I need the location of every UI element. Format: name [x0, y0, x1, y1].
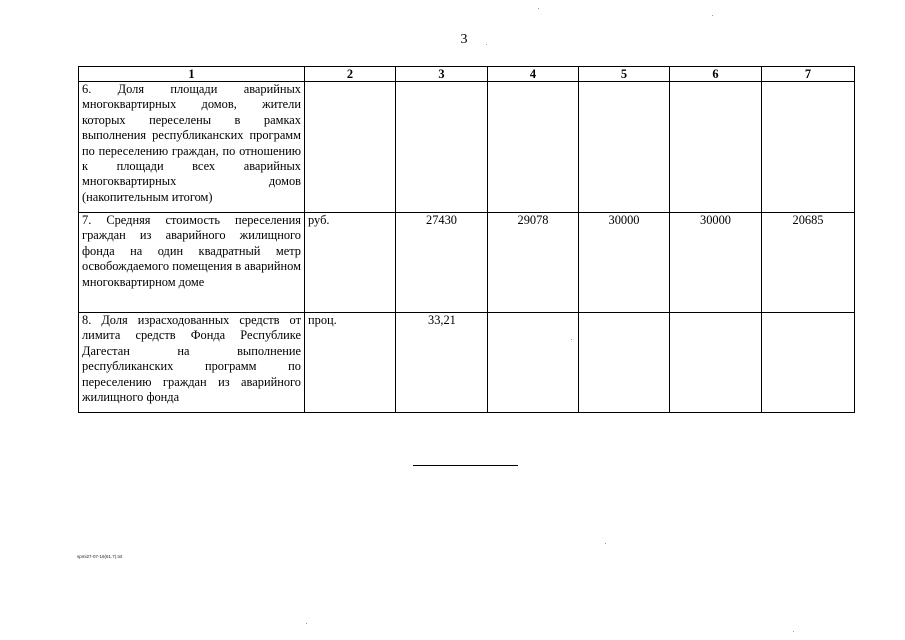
indicators-table	[78, 66, 855, 413]
table-row	[79, 313, 855, 413]
unit-cell: руб.	[305, 213, 396, 313]
value-cell	[579, 82, 670, 213]
value-cell	[396, 82, 488, 213]
value-cell	[762, 313, 855, 413]
page-number: 3	[460, 32, 468, 47]
value-cell	[579, 313, 670, 413]
value-cell	[488, 313, 579, 413]
indicator-cell: 6. Доля площади аварийных многоквартирных домов, жители которых переселены в рамках выполнения республиканских программ по переселению граждан, по отношению к площади всех аварийных многоквартирных домов (накопительным итогом)	[79, 82, 305, 213]
scan-speck	[538, 8, 539, 9]
column-header: 7	[762, 67, 855, 82]
column-header: 2	[305, 67, 396, 82]
column-header: 6	[670, 67, 762, 82]
column-header: 3	[396, 67, 488, 82]
column-header: 1	[79, 67, 305, 82]
indicator-cell: 8. Доля израсходованных средств от лимита средств Фонда Республике Дагестан на выполнение республиканских программ по переселению граждан из аварийного жилищного фонда	[79, 313, 305, 413]
scan-speck	[605, 543, 606, 544]
footer-rule	[413, 465, 518, 466]
indicator-cell: 7. Средняя стоимость переселения граждан из аварийного жилищного фонда на один квадратный метр освобождаемого помещения в аварийном многоквартирном доме	[79, 213, 305, 313]
document-code: spmi27-07-16(61.7).txt	[77, 554, 123, 559]
scan-speck	[712, 15, 713, 16]
table-row	[79, 213, 855, 313]
value-cell: 33,21	[396, 313, 488, 413]
value-cell: 29078	[488, 213, 579, 313]
unit-cell: проц.	[305, 313, 396, 413]
value-cell: 20685	[762, 213, 855, 313]
table-header-row	[79, 67, 855, 82]
value-cell	[670, 313, 762, 413]
value-cell: 30000	[670, 213, 762, 313]
scan-speck	[306, 623, 307, 624]
column-header: 4	[488, 67, 579, 82]
scan-speck	[486, 44, 487, 45]
column-header: 5	[579, 67, 670, 82]
scan-speck	[793, 631, 794, 632]
value-cell	[488, 82, 579, 213]
value-cell	[670, 82, 762, 213]
scan-speck	[571, 339, 572, 340]
value-cell: 27430	[396, 213, 488, 313]
unit-cell	[305, 82, 396, 213]
table-row	[79, 82, 855, 213]
value-cell: 30000	[579, 213, 670, 313]
value-cell	[762, 82, 855, 213]
